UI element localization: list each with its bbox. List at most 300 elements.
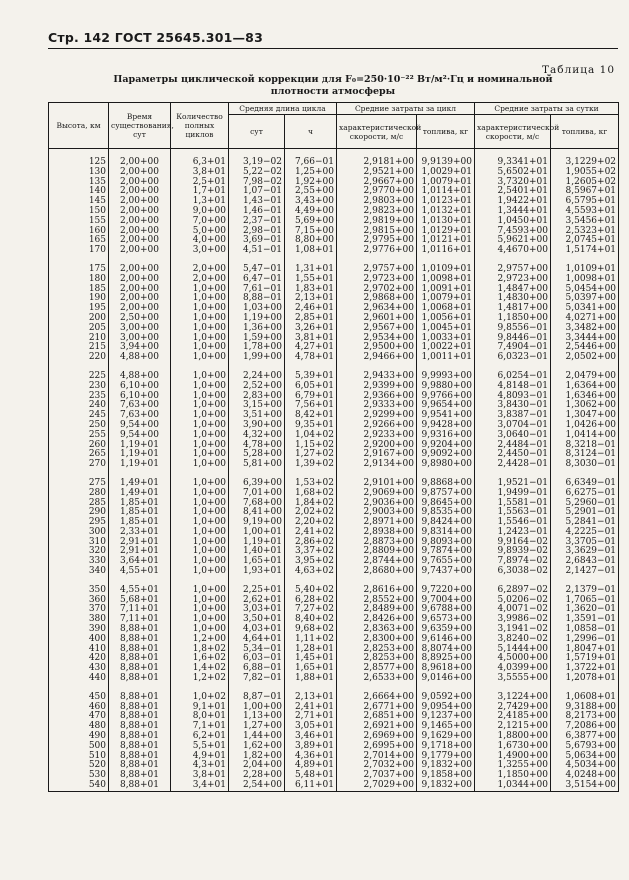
table-cell: 1,84+02	[285, 499, 337, 509]
table-cell: 1,8+02	[171, 645, 229, 655]
table-cell: 4,4670+00	[475, 246, 551, 256]
table-cell: 4,78+01	[285, 353, 337, 363]
table-cell: 1,3591−01	[551, 615, 619, 625]
table-cell: 6,11+01	[285, 781, 337, 791]
table-cell: 1,00+00	[229, 703, 285, 713]
table-cell: 470	[49, 712, 109, 722]
table-cell: 125	[49, 158, 109, 168]
table-cell: 8,88+01	[109, 761, 171, 771]
table-cell: 2,9803+00	[337, 197, 417, 207]
table-cell: 1,5546−01	[475, 518, 551, 528]
table-cell: 2,41+01	[285, 703, 337, 713]
table-cell: 7,4904−01	[475, 343, 551, 353]
table-cell: 9,9766+00	[417, 392, 475, 402]
table-cell: 175	[49, 265, 109, 275]
table-cell: 7,27+02	[285, 605, 337, 615]
table-cell: 400	[49, 635, 109, 645]
table-cell: 9,6573+00	[417, 615, 475, 625]
table-cell: 2,04+00	[229, 761, 285, 771]
table-cell: 9,7874+00	[417, 547, 475, 557]
table-cell: 2,8426+00	[337, 615, 417, 625]
table-cell: 9,6788+00	[417, 605, 475, 615]
table-cell: 3,8+01	[171, 168, 229, 178]
table-cell: 480	[49, 722, 109, 732]
table-cell: 1,3+01	[171, 197, 229, 207]
table-cell: 6,6275−01	[551, 489, 619, 499]
table-cell: 9,35+01	[285, 421, 337, 431]
table-cell: 2,00+00	[109, 158, 171, 168]
table-cell: 9,1465+00	[417, 722, 475, 732]
table-cell: 1,5563−01	[475, 508, 551, 518]
table-cell: 2,7014+00	[337, 752, 417, 762]
table-cell: 9,8556−01	[475, 324, 551, 334]
table-cell: 8,3124−01	[551, 450, 619, 460]
table-cell: 6,10+00	[109, 392, 171, 402]
table-cell: 7,8974−02	[475, 557, 551, 567]
table-cell: 2,9167+00	[337, 450, 417, 460]
table-cell: 2,0+00	[171, 275, 229, 285]
table-cell: 1,65+01	[229, 557, 285, 567]
table-cell: 1,2+02	[171, 674, 229, 684]
table-cell: 410	[49, 645, 109, 655]
table-row	[49, 353, 619, 363]
col-hours: ч	[285, 115, 337, 149]
table-cell: 3,3482+00	[551, 324, 619, 334]
table-cell: 1,0033+01	[417, 334, 475, 344]
table-cell: 2,91+01	[109, 547, 171, 557]
table-cell: 2,6995+00	[337, 742, 417, 752]
table-cell: 2,4450−01	[475, 450, 551, 460]
table-cell: 320	[49, 547, 109, 557]
table-cell: 2,28+00	[229, 771, 285, 781]
table-cell: 2,8938+00	[337, 528, 417, 538]
table-cell: 9,68+02	[285, 625, 337, 635]
table-cell: 9,8645+00	[417, 499, 475, 509]
table-cell: 2,9757+00	[475, 265, 551, 275]
table-cell: 3,00+00	[109, 324, 171, 334]
table-cell: 3,05+01	[285, 722, 337, 732]
table-cell: 1,0+00	[171, 343, 229, 353]
table-cell: 3,81+01	[285, 334, 337, 344]
table-cell: 1,0116+01	[417, 246, 475, 256]
table-cell: 1,0079+01	[417, 178, 475, 188]
table-cell: 9,8314+00	[417, 528, 475, 538]
table-cell: 260	[49, 441, 109, 451]
table-cell: 1,27+02	[285, 450, 337, 460]
table-cell: 2,9634+00	[337, 304, 417, 314]
table-cell: 7,4593+00	[475, 227, 551, 237]
table-cell: 6,79+01	[285, 392, 337, 402]
table-cell: 1,0+00	[171, 441, 229, 451]
table-cell: 2,7429+00	[475, 703, 551, 713]
data-table	[48, 102, 619, 792]
table-cell: 350	[49, 586, 109, 596]
table-cell: 280	[49, 489, 109, 499]
table-cell: 1,0+00	[171, 401, 229, 411]
table-cell: 420	[49, 654, 109, 664]
table-cell: 1,2078+01	[551, 674, 619, 684]
table-cell: 3,8+01	[171, 771, 229, 781]
table-cell: 1,4817+00	[475, 304, 551, 314]
table-cell: 8,40+02	[285, 615, 337, 625]
table-cell: 9,1237+00	[417, 712, 475, 722]
table-cell: 310	[49, 538, 109, 548]
table-cell: 520	[49, 761, 109, 771]
table-cell: 2,6533+00	[337, 674, 417, 684]
table-cell: 9,0954+00	[417, 703, 475, 713]
table-cell: 8,88+01	[109, 752, 171, 762]
table-cell: 9,7655+00	[417, 557, 475, 567]
table-cell: 1,6+02	[171, 654, 229, 664]
table-cell: 1,9499−01	[475, 489, 551, 499]
table-cell: 3,5456+01	[551, 217, 619, 227]
table-cell: 3,15+00	[229, 401, 285, 411]
table-cell: 1,3255+00	[475, 761, 551, 771]
table-cell: 1,0+00	[171, 411, 229, 421]
table-cell: 430	[49, 664, 109, 674]
table-cell: 2,9299+00	[337, 411, 417, 421]
table-cell: 1,0011+01	[417, 353, 475, 363]
table-cell: 3,64+01	[109, 557, 171, 567]
table-cell: 5,6793+00	[551, 742, 619, 752]
table-cell: 210	[49, 334, 109, 344]
table-cell: 3,4+01	[171, 781, 229, 791]
table-cell: 7,56+01	[285, 401, 337, 411]
table-cell: 1,0022+01	[417, 343, 475, 353]
col-avg-cycle-cost: Средние затраты за цикл	[337, 103, 475, 115]
table-cell: 1,85+01	[109, 499, 171, 509]
table-cell: 3,00+00	[109, 334, 171, 344]
table-cell: 2,00+00	[109, 304, 171, 314]
table-cell: 4,0271+00	[551, 314, 619, 324]
table-cell: 1,19+01	[109, 460, 171, 470]
table-cell: 2,5401+01	[475, 187, 551, 197]
table-cell: 2,25+01	[229, 586, 285, 596]
table-cell: 1,92+00	[285, 178, 337, 188]
table-cell: 9,3341+01	[475, 158, 551, 168]
table-cell: 9,3188+00	[551, 703, 619, 713]
table-cell: 8,3030−01	[551, 460, 619, 470]
table-cell: 1,4847+00	[475, 285, 551, 295]
table-cell: 1,0+00	[171, 625, 229, 635]
table-cell: 9,9204+00	[417, 441, 475, 451]
table-cell: 2,0+00	[171, 265, 229, 275]
table-cell: 1,0+00	[171, 615, 229, 625]
table-cell: 1,0+00	[171, 372, 229, 382]
table-cell: 7,82−01	[229, 674, 285, 684]
col-char-speed-day: характеристической скорости, м/с	[475, 115, 551, 149]
table-cell: 1,62+00	[229, 742, 285, 752]
table-cell: 4,5034+00	[551, 761, 619, 771]
table-cell: 510	[49, 752, 109, 762]
table-cell: 4,8093−01	[475, 392, 551, 402]
table-cell: 450	[49, 693, 109, 703]
table-cell: 8,88+01	[109, 654, 171, 664]
table-cell: 2,9200+00	[337, 441, 417, 451]
table-cell: 1,0+00	[171, 460, 229, 470]
table-cell: 1,2605+02	[551, 178, 619, 188]
table-cell: 1,65+01	[285, 664, 337, 674]
table-cell: 7,61−01	[229, 285, 285, 295]
table-cell: 3,95+02	[285, 557, 337, 567]
table-cell: 1,40+01	[229, 547, 285, 557]
table-cell: 1,3620−01	[551, 605, 619, 615]
table-cell: 2,8552+00	[337, 596, 417, 606]
table-cell: 3,94+00	[109, 343, 171, 353]
table-cell: 2,50+00	[109, 314, 171, 324]
table-cell: 1,0130+01	[417, 217, 475, 227]
table-cell: 9,1779+00	[417, 752, 475, 762]
table-row	[49, 674, 619, 684]
table-cell: 5,68+01	[109, 596, 171, 606]
table-cell: 4,2225−01	[551, 528, 619, 538]
table-cell: 1,6730+00	[475, 742, 551, 752]
table-cell: 1,8047+01	[551, 645, 619, 655]
table-cell: 1,25+00	[285, 168, 337, 178]
table-cell: 9,8424+00	[417, 518, 475, 528]
table-cell: 1,0+00	[171, 450, 229, 460]
table-cell: 9,0146+00	[417, 674, 475, 684]
table-cell: 3,43+00	[285, 197, 337, 207]
table-cell: 4,9+01	[171, 752, 229, 762]
table-cell: 2,9433+00	[337, 372, 417, 382]
table-cell: 155	[49, 217, 109, 227]
table-cell: 1,6364+00	[551, 382, 619, 392]
table-cell: 4,51−01	[229, 246, 285, 256]
table-cell: 1,99+00	[229, 353, 285, 363]
table-cell: 6,05+01	[285, 382, 337, 392]
table-cell: 170	[49, 246, 109, 256]
table-cell: 1,0+00	[171, 499, 229, 509]
table-cell: 1,4900+00	[475, 752, 551, 762]
table-cell: 1,19+01	[109, 450, 171, 460]
table-cell: 9,6146+00	[417, 635, 475, 645]
table-cell: 5,0341+00	[551, 304, 619, 314]
table-cell: 8,80+00	[285, 236, 337, 246]
table-cell: 5,81+00	[229, 460, 285, 470]
table-cell: 285	[49, 499, 109, 509]
table-cell: 4,88+00	[109, 353, 171, 363]
table-cell: 2,8616+00	[337, 586, 417, 596]
table-cell: 1,0+00	[171, 528, 229, 538]
table-cell: 2,8971+00	[337, 518, 417, 528]
table-cell: 2,00+00	[109, 168, 171, 178]
table-cell: 2,9003+00	[337, 508, 417, 518]
table-cell: 140	[49, 187, 109, 197]
table-cell: 4,5593+01	[551, 207, 619, 217]
table-cell: 2,13+01	[285, 693, 337, 703]
table-cell: 3,0704−01	[475, 421, 551, 431]
table-cell: 2,5323+01	[551, 227, 619, 237]
table-cell: 3,69−01	[229, 236, 285, 246]
table-cell: 230	[49, 382, 109, 392]
table-cell: 8,88+01	[109, 693, 171, 703]
table-cell: 1,0+00	[171, 508, 229, 518]
table-cell: 4,88+00	[109, 372, 171, 382]
table-cell: 460	[49, 703, 109, 713]
table-cell: 165	[49, 236, 109, 246]
table-cell: 3,3629−01	[551, 547, 619, 557]
table-cell: 2,8489+00	[337, 605, 417, 615]
table-cell: 4,8148−01	[475, 382, 551, 392]
table-cell: 145	[49, 197, 109, 207]
table-cell: 2,8253+00	[337, 654, 417, 664]
table-cell: 1,44+00	[229, 732, 285, 742]
table-cell: 8,42+01	[285, 411, 337, 421]
table-cell: 1,1850+00	[475, 771, 551, 781]
table-cell: 1,36+00	[229, 324, 285, 334]
table-cell: 8,88+01	[109, 645, 171, 655]
table-cell: 4,27+01	[285, 343, 337, 353]
table-cell: 1,82+00	[229, 752, 285, 762]
table-cell: 2,4428−01	[475, 460, 551, 470]
table-cell: 5,28+00	[229, 450, 285, 460]
table-cell: 2,46+01	[285, 304, 337, 314]
table-cell: 2,5+01	[171, 178, 229, 188]
table-cell: 2,8577+00	[337, 664, 417, 674]
table-cell: 9,8093+00	[417, 538, 475, 548]
table-cell: 8,8925+00	[417, 654, 475, 664]
table-cell: 1,0056+01	[417, 314, 475, 324]
table-cell: 1,08+01	[285, 246, 337, 256]
table-cell: 1,0+00	[171, 567, 229, 577]
table-cell: 8,88+01	[109, 712, 171, 722]
table-cell: 9,0592+00	[417, 693, 475, 703]
table-cell: 1,0+00	[171, 547, 229, 557]
table-cell: 6,3+01	[171, 158, 229, 168]
table-row	[49, 567, 619, 577]
table-cell: 2,9266+00	[337, 421, 417, 431]
table-cell: 1,59+00	[229, 334, 285, 344]
table-cell: 4,64+01	[229, 635, 285, 645]
table-cell: 8,88+01	[109, 722, 171, 732]
table-row	[49, 781, 619, 791]
table-cell: 2,00+00	[109, 294, 171, 304]
table-cell: 205	[49, 324, 109, 334]
table-cell: 6,0323−01	[475, 353, 551, 363]
table-cell: 1,1850+00	[475, 314, 551, 324]
table-cell: 1,0+00	[171, 353, 229, 363]
table-cell: 2,52+00	[229, 382, 285, 392]
table-cell: 240	[49, 401, 109, 411]
table-cell: 2,9795+00	[337, 236, 417, 246]
table-cell: 3,7320+01	[475, 178, 551, 188]
table-cell: 2,8680+00	[337, 567, 417, 577]
table-cell: 1,5581−01	[475, 499, 551, 509]
table-cell: 7,15+00	[285, 227, 337, 237]
table-cell: 1,83+01	[285, 285, 337, 295]
table-cell: 9,8868+00	[417, 479, 475, 489]
table-cell: 245	[49, 411, 109, 421]
table-cell: 2,33+01	[109, 528, 171, 538]
table-cell: 8,88+01	[109, 625, 171, 635]
table-cell: 1,0079+01	[417, 294, 475, 304]
table-cell: 300	[49, 528, 109, 538]
table-cell: 6,10+00	[109, 382, 171, 392]
table-cell: 2,6851+00	[337, 712, 417, 722]
table-cell: 1,78+00	[229, 343, 285, 353]
table-cell: 2,9757+00	[337, 265, 417, 275]
table-cell: 9,1629+00	[417, 732, 475, 742]
table-cell: 360	[49, 596, 109, 606]
table-cell: 2,9069+00	[337, 489, 417, 499]
table-cell: 2,9723+00	[475, 275, 551, 285]
table-cell: 2,00+00	[109, 236, 171, 246]
table-cell: 1,3047+00	[551, 411, 619, 421]
table-cell: 2,9601+00	[337, 314, 417, 324]
table-cell: 1,4830+00	[475, 294, 551, 304]
table-cell: 2,9500+00	[337, 343, 417, 353]
table-cell: 185	[49, 285, 109, 295]
table-cell: 8,0+01	[171, 712, 229, 722]
table-cell: 1,39+02	[285, 460, 337, 470]
table-cell: 1,2423−01	[475, 528, 551, 538]
table-cell: 4,0071−02	[475, 605, 551, 615]
col-sut: сут	[229, 115, 285, 149]
table-cell: 5,9621+00	[475, 236, 551, 246]
table-cell: 9,54+00	[109, 421, 171, 431]
table-cell: 1,0121+01	[417, 236, 475, 246]
table-cell: 3,1941−02	[475, 625, 551, 635]
table-cell: 130	[49, 168, 109, 178]
table-cell: 7,01+00	[229, 489, 285, 499]
table-cell: 2,9823+00	[337, 207, 417, 217]
table-cell: 1,0+00	[171, 294, 229, 304]
table-cell: 2,00+00	[109, 178, 171, 188]
table-cell: 1,85+01	[109, 508, 171, 518]
table-cell: 3,8430−01	[475, 401, 551, 411]
table-cell: 2,7032+00	[337, 761, 417, 771]
table-cell: 2,00+00	[109, 246, 171, 256]
table-cell: 6,28+02	[285, 596, 337, 606]
table-cell: 2,0502+00	[551, 353, 619, 363]
col-fuel: топлива, кг	[417, 115, 475, 149]
table-cell: 2,6843−01	[551, 557, 619, 567]
table-cell: 8,5967+01	[551, 187, 619, 197]
table-cell: 9,7220+00	[417, 586, 475, 596]
table-cell: 1,85+01	[109, 518, 171, 528]
table-cell: 340	[49, 567, 109, 577]
table-cell: 2,00+00	[109, 187, 171, 197]
table-cell: 8,88+01	[109, 771, 171, 781]
table-cell: 1,0098+01	[551, 275, 619, 285]
table-cell: 1,00+01	[229, 528, 285, 538]
table-cell: 1,3062+00	[551, 401, 619, 411]
table-cell: 2,9036+00	[337, 499, 417, 509]
table-cell: 6,47−01	[229, 275, 285, 285]
table-cell: 1,0+00	[171, 334, 229, 344]
table-cell: 1,31+01	[285, 265, 337, 275]
table-cell: 6,3877+00	[551, 732, 619, 742]
table-cell: 2,98−01	[229, 227, 285, 237]
table-cell: 2,24+00	[229, 372, 285, 382]
table-row	[49, 460, 619, 470]
table-cell: 2,8300+00	[337, 635, 417, 645]
table-cell: 255	[49, 431, 109, 441]
table-cell: 6,88−01	[229, 664, 285, 674]
table-cell: 1,7+01	[171, 187, 229, 197]
table-cell: 6,2897−02	[475, 586, 551, 596]
table-cell: 3,1224+00	[475, 693, 551, 703]
table-cell: 2,00+00	[109, 207, 171, 217]
table-cell: 1,93+01	[229, 567, 285, 577]
table-cell: 8,87−01	[229, 693, 285, 703]
table-cell: 530	[49, 771, 109, 781]
table-row	[49, 246, 619, 256]
table-cell: 2,9181+00	[337, 158, 417, 168]
table-cell: 1,9521−01	[475, 479, 551, 489]
table-cell: 4,0+00	[171, 236, 229, 246]
